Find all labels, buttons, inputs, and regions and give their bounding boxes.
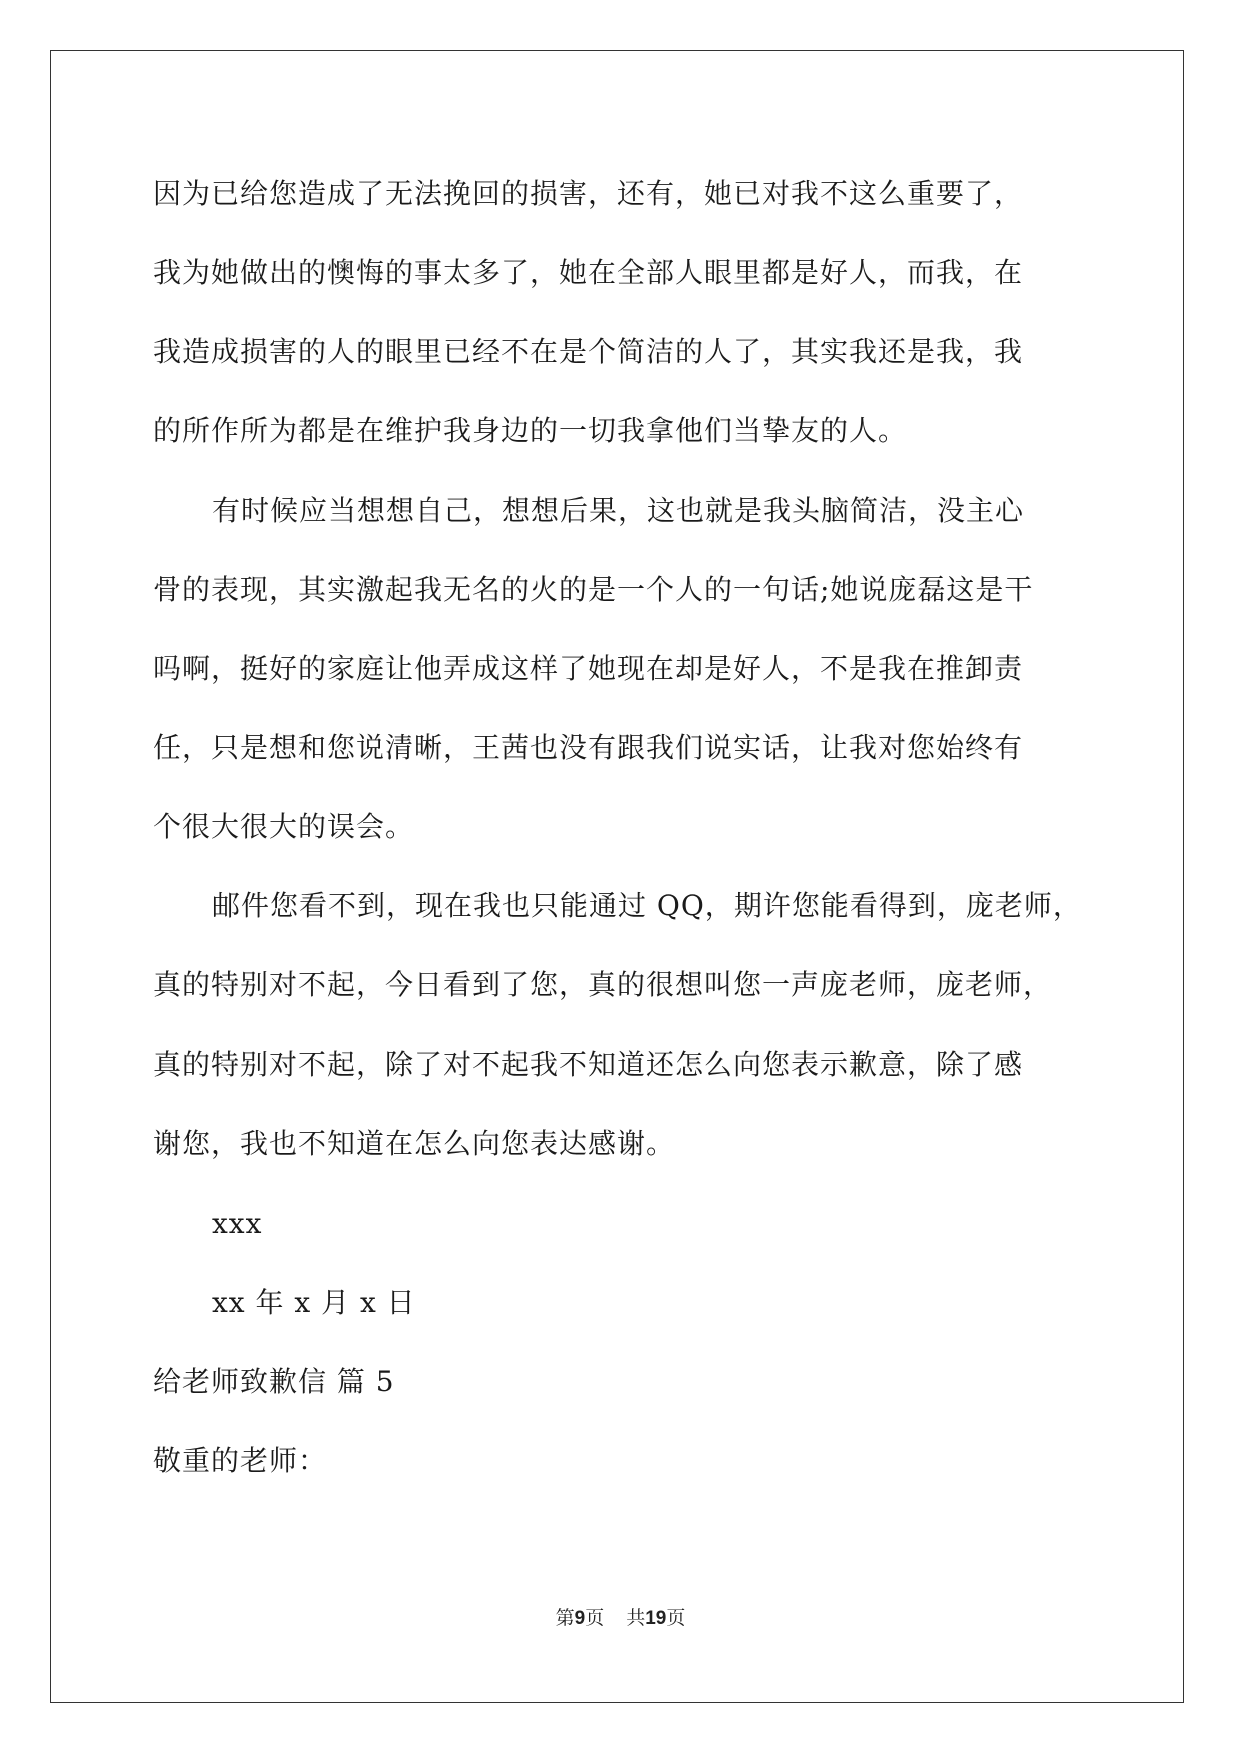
paragraph-3-line-3: 真的特别对不起，除了对不起我不知道还怎么向您表示歉意，除了感: [153, 1048, 1024, 1081]
paragraph-2-line-5: 个很大很大的误会。: [153, 810, 415, 843]
paragraph-3-line-4: 谢您，我也不知道在怎么向您表达感谢。: [153, 1127, 676, 1160]
page-prefix: 第: [555, 1607, 575, 1629]
paragraph-2-line-2: 骨的表现，其实激起我无名的火的是一个人的一句话;她说庞磊这是干: [153, 573, 1034, 606]
page-number: 9: [574, 1608, 586, 1629]
paragraph-3-line-2: 真的特别对不起，今日看到了您，真的很想叫您一声庞老师，庞老师，: [153, 968, 1053, 1001]
paragraph-2-line-4: 任，只是想和您说清晰，王茜也没有跟我们说实话，让我对您始终有: [153, 731, 1024, 764]
paragraph-1-line-1: 因为已给您造成了无法挽回的损害，还有，她已对我不这么重要了，: [153, 177, 1024, 210]
date: xx 年 x 月 x 日: [212, 1286, 416, 1319]
paragraph-2-line-3: 吗啊，挺好的家庭让他弄成这样了她现在却是好人，不是我在推卸责: [153, 652, 1024, 685]
section-title: 给老师致歉信 篇 5: [153, 1365, 395, 1398]
page-suffix: 页: [585, 1607, 605, 1629]
total-prefix: 共: [626, 1607, 646, 1629]
paragraph-1-line-2: 我为她做出的懊悔的事太多了，她在全部人眼里都是好人，而我，在: [153, 256, 1024, 289]
paragraph-3-line-1: 邮件您看不到，现在我也只能通过 QQ，期许您能看得到，庞老师，: [212, 889, 1082, 922]
signature: xxx: [212, 1207, 263, 1240]
total-pages: 19: [645, 1608, 667, 1629]
paragraph-1-line-3: 我造成损害的人的眼里已经不在是个简洁的人了，其实我还是我，我: [153, 335, 1024, 368]
paragraph-2-line-1: 有时候应当想想自己，想想后果，这也就是我头脑简洁，没主心: [212, 494, 1025, 527]
page-footer: [0, 1606, 1241, 1631]
total-suffix: 页: [666, 1607, 686, 1629]
paragraph-1-line-4: 的所作所为都是在维护我身边的一切我拿他们当挚友的人。: [153, 414, 908, 447]
salutation: 敬重的老师：: [153, 1444, 328, 1477]
